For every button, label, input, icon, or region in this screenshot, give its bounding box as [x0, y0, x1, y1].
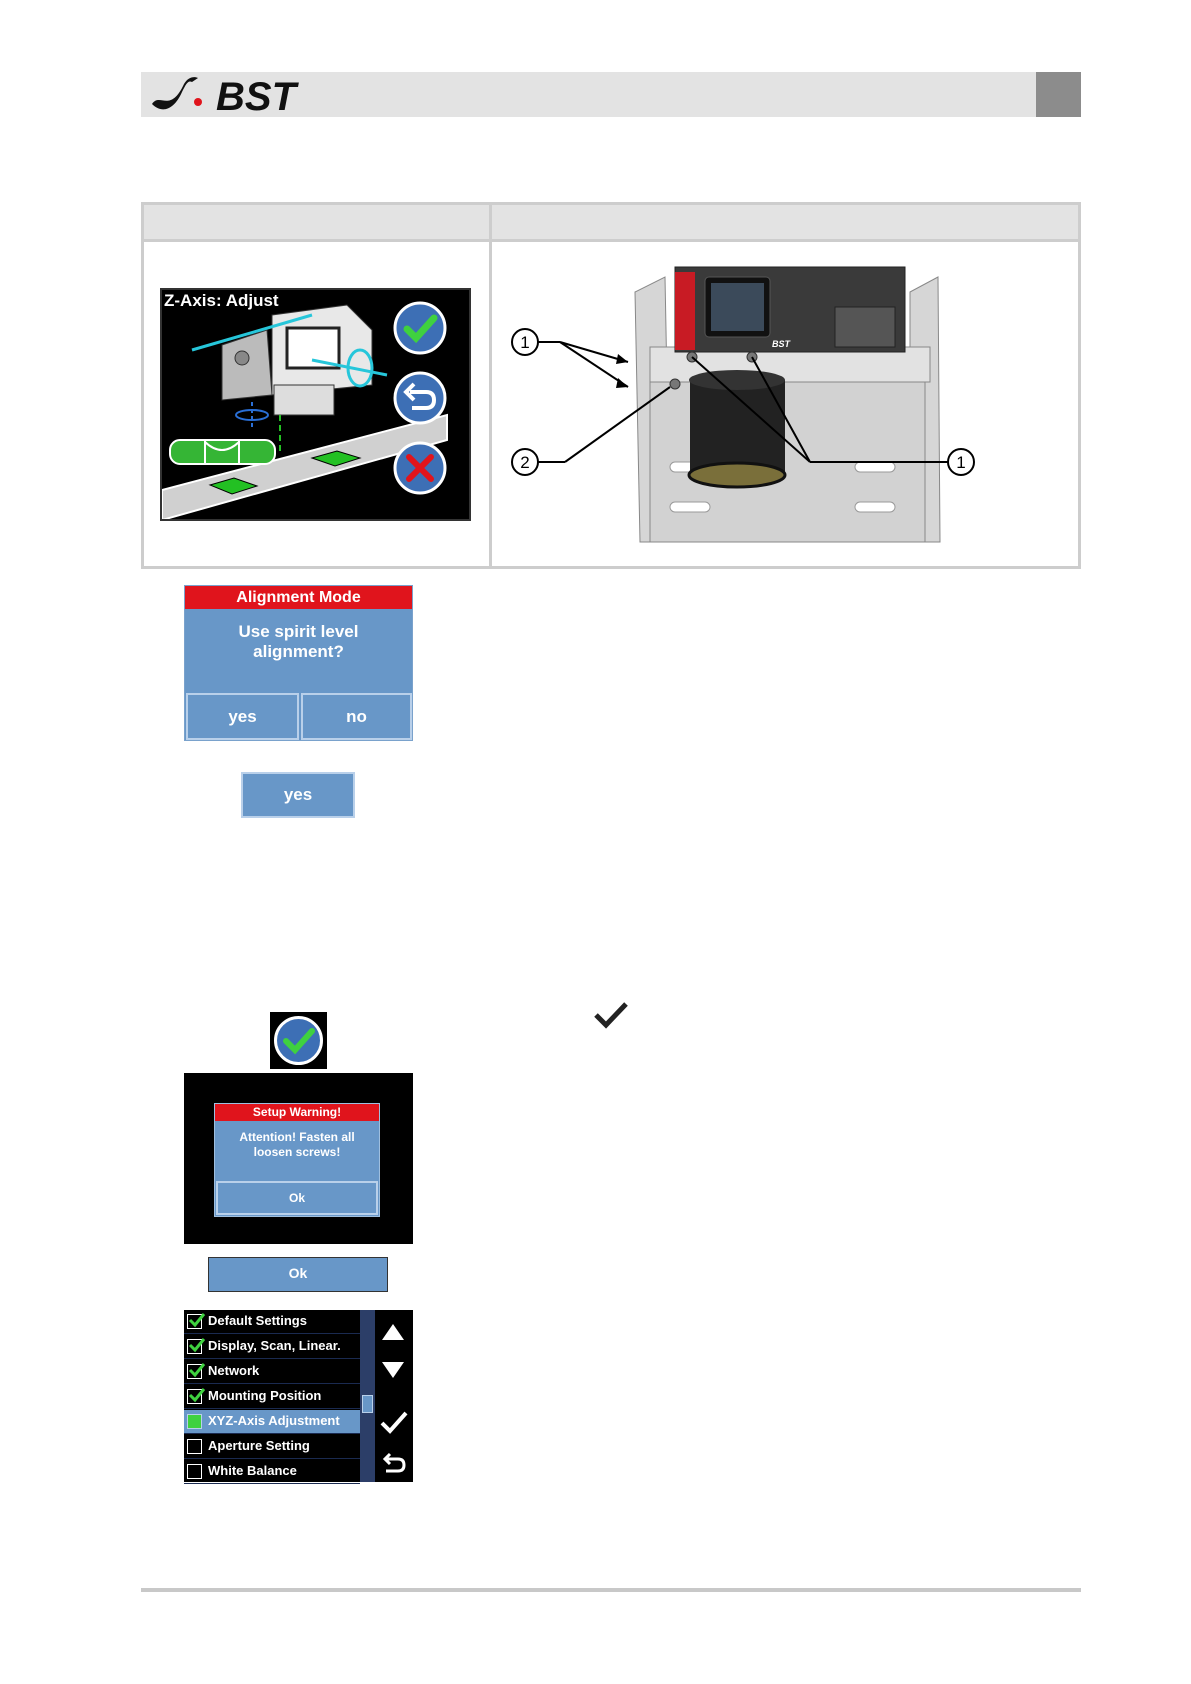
menu-item-label: Mounting Position — [208, 1388, 322, 1403]
no-button[interactable]: no — [301, 693, 412, 740]
header-chapter-box — [1036, 72, 1081, 117]
menu-scrollbar-thumb[interactable] — [362, 1395, 373, 1413]
warning-title: Setup Warning! — [215, 1104, 379, 1121]
footer-rule — [141, 1588, 1081, 1592]
checkmark-confirm-icon[interactable] — [379, 1410, 409, 1436]
warning-line-2: loosen screws! — [253, 1145, 341, 1159]
check-icon — [270, 1012, 327, 1069]
confirm-check-icon[interactable] — [392, 300, 448, 356]
checkbox-unchecked[interactable] — [187, 1464, 202, 1479]
yes-button[interactable]: yes — [186, 693, 299, 740]
check-icon — [188, 1312, 206, 1328]
warning-ok-button[interactable]: Ok — [216, 1181, 378, 1215]
logo-text: BST — [216, 75, 296, 116]
menu-item-label: Aperture Setting — [208, 1438, 310, 1453]
sensor-brand-label: BST — [772, 339, 790, 349]
figure-table-header — [144, 205, 1078, 242]
alignment-mode-dialog — [184, 585, 413, 741]
menu-item-display-scan-linear[interactable] — [184, 1335, 360, 1359]
check-icon — [188, 1387, 206, 1403]
yes-button-standalone[interactable]: yes — [241, 772, 355, 818]
arrow-up-icon[interactable] — [380, 1322, 406, 1342]
back-arrow-icon[interactable] — [392, 370, 448, 426]
menu-item-aperture-setting[interactable] — [184, 1435, 360, 1459]
ok-button-standalone[interactable]: Ok — [208, 1257, 388, 1292]
check-icon-tile[interactable] — [270, 1012, 327, 1069]
question-line-2: alignment? — [253, 642, 344, 661]
setup-menu-list — [184, 1310, 413, 1482]
cancel-x-icon[interactable] — [392, 440, 448, 496]
checkbox-unchecked[interactable] — [187, 1439, 202, 1454]
callout-1-left-label: 1 — [520, 333, 530, 352]
check-icon — [188, 1337, 206, 1353]
menu-item-network[interactable] — [184, 1360, 360, 1384]
dialog-question — [185, 622, 412, 662]
checkbox-unchecked[interactable] — [187, 1414, 202, 1429]
setup-warning-screen — [184, 1073, 413, 1244]
z-axis-adjust-screen — [160, 288, 471, 521]
callout-2-label: 2 — [520, 453, 530, 472]
menu-item-white-balance[interactable] — [184, 1460, 360, 1484]
setup-warning-dialog — [214, 1103, 380, 1217]
menu-item-xyz-axis-adjustment[interactable] — [184, 1410, 360, 1434]
figure-table-divider — [489, 205, 492, 566]
warning-message — [215, 1130, 379, 1160]
menu-item-label: Default Settings — [208, 1313, 307, 1328]
check-icon — [188, 1362, 206, 1378]
arrow-down-icon[interactable] — [380, 1360, 406, 1380]
menu-item-label: Display, Scan, Linear. — [208, 1338, 341, 1353]
question-line-1: Use spirit level — [238, 622, 359, 641]
warning-line-1: Attention! Fasten all — [239, 1130, 355, 1144]
screen-title: Z-Axis: Adjust — [164, 291, 279, 310]
sensor-mounting-bracket-figure — [510, 262, 1065, 552]
menu-item-mounting-position[interactable] — [184, 1385, 360, 1409]
back-arrow-icon[interactable] — [380, 1452, 408, 1476]
menu-item-label: Network — [208, 1363, 260, 1378]
menu-item-label: White Balance — [208, 1463, 297, 1478]
checkmark-icon — [593, 1000, 629, 1030]
menu-item-label: XYZ-Axis Adjustment — [208, 1413, 340, 1428]
callout-1-right-label: 1 — [956, 453, 966, 472]
menu-item-default-settings[interactable] — [184, 1310, 360, 1334]
bst-logo — [148, 74, 338, 116]
dialog-title: Alignment Mode — [185, 586, 412, 609]
